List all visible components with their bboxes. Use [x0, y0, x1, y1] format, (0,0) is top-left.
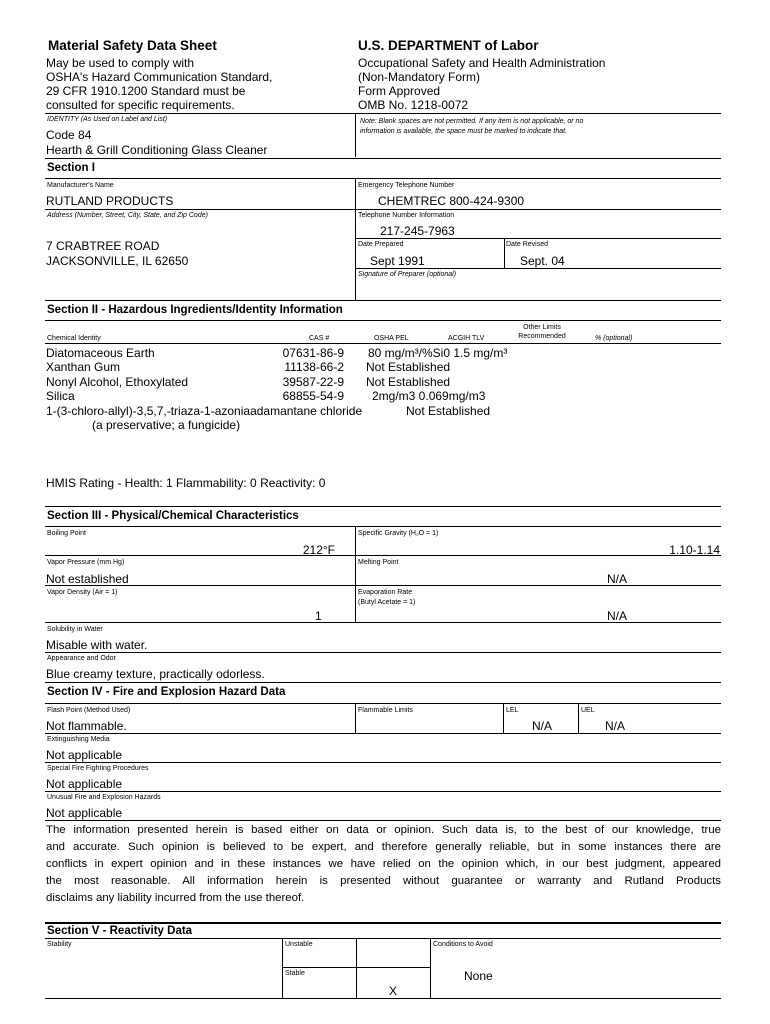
rule [45, 791, 721, 792]
ingredient-limits: Not Established [366, 375, 451, 389]
ingredient-cas: 07631-86-9 [282, 346, 344, 360]
rule [503, 703, 504, 733]
disclaimer-line: disclaims any liability incurred from the use thereof. [46, 892, 305, 904]
melting-point: N/A [606, 572, 627, 586]
rule [356, 938, 357, 998]
col-osha-pel: OSHA PEL [374, 335, 409, 342]
rule [282, 938, 283, 998]
rule [45, 652, 721, 653]
rule [45, 938, 721, 939]
product-name: Hearth & Grill Conditioning Glass Cleaner [46, 143, 268, 157]
rule [355, 178, 356, 300]
disclaimer-line: the most reasonable. All information herein is presented without guarantee or warranty and Rutland Products [46, 875, 721, 887]
evaporation-rate-sublabel: (Butyl Acetate = 1) [358, 599, 416, 606]
form-title: Material Safety Data Sheet [48, 38, 217, 53]
ingredient-limits: 80 mg/m³/%Si0 1.5 mg/m³ [368, 346, 508, 360]
rule [45, 998, 721, 999]
section-3-title: Section III - Physical/Chemical Characteristics [47, 510, 299, 522]
rule [504, 238, 505, 268]
col-acgih-tlv: ACGIH TLV [448, 335, 485, 342]
compliance-line-1: May be used to comply with [46, 56, 195, 70]
vapor-density: 1 [315, 609, 322, 623]
section-1-title: Section I [47, 162, 95, 174]
ingredient-name: Xanthan Gum [46, 360, 121, 374]
agency-line-4: OMB No. 1218-0072 [358, 98, 469, 112]
ingredient-limits: Not Established [406, 404, 491, 418]
rule [356, 268, 721, 269]
ingredient-name: Silica [46, 389, 75, 403]
compliance-line-3: 29 CFR 1910.1200 Standard must be [46, 84, 246, 98]
col-other-limits: Other Limits [523, 324, 561, 331]
rule [45, 733, 721, 734]
compliance-line-4: consulted for specific requirements. [46, 98, 235, 112]
vapor-pressure: Not established [46, 572, 129, 586]
stability-label: Stability [47, 941, 72, 948]
rule [45, 682, 721, 683]
melting-point-label: Melting Point [358, 559, 399, 566]
rule [45, 922, 721, 924]
date-prepared-label: Date Prepared [358, 241, 404, 248]
unusual-hazards-label: Unusual Fire and Explosion Hazards [47, 794, 161, 801]
boiling-point-label: Boiling Point [47, 530, 86, 537]
rule [45, 703, 721, 704]
signature-label: Signature of Preparer (optional) [358, 271, 457, 278]
rule [355, 526, 356, 623]
date-revised: Sept. 04 [520, 254, 565, 268]
vapor-density-label: Vapor Density (Air = 1) [47, 589, 118, 596]
phone-info-label: Telephone Number Information [358, 212, 455, 219]
agency-line-3: Form Approved [358, 84, 441, 98]
evaporation-rate: N/A [606, 609, 627, 623]
manufacturer-name: RUTLAND PRODUCTS [46, 194, 174, 208]
rule [45, 526, 721, 527]
conditions-label: Conditions to Avoid [433, 941, 493, 948]
ingredient-name: Nonyl Alcohol, Ethoxylated [46, 375, 189, 389]
special-procedures-label: Special Fire Fighting Procedures [47, 765, 149, 772]
solubility-label: Solubility in Water [47, 626, 103, 633]
address-line-1: 7 CRABTREE ROAD [46, 239, 160, 253]
extinguishing-media: Not applicable [46, 748, 123, 762]
disclaimer-line: conflicts in expert opinion and in these instances we have relied on the opinion which, in our best judgment, appeared [46, 858, 721, 870]
specific-gravity: 1.10-1.14 [669, 543, 720, 557]
compliance-line-2: OSHA's Hazard Communication Standard, [46, 70, 273, 84]
hmis-rating: HMIS Rating - Health: 1 Flammability: 0 Reactivity: 0 [46, 476, 326, 490]
extinguishing-media-label: Extinguishing Media [47, 736, 110, 743]
rule [356, 238, 721, 239]
rule [282, 967, 430, 968]
stable-label: Stable [285, 970, 305, 977]
rule [45, 343, 721, 344]
section-2-title: Section II - Hazardous Ingredients/Identity Information [47, 304, 343, 316]
flash-point-label: Flash Point (Method Used) [47, 707, 131, 714]
section-4-title: Section IV - Fire and Explosion Hazard Data [47, 686, 286, 698]
lel-label: LEL [506, 707, 519, 714]
product-code: Code 84 [46, 128, 92, 142]
note-line-1: Note: Blank spaces are not permitted. If any item is not applicable, or no [360, 118, 584, 125]
disclaimer-line: The information presented herein is based either on data or opinion. Such data is, to the best of our knowledge, true [46, 824, 721, 836]
appearance: Blue creamy texture, practically odorless. [46, 667, 265, 681]
rule [45, 585, 721, 586]
ingredient-cas: 11138-66-2 [284, 360, 344, 374]
flash-point: Not flammable. [46, 719, 127, 733]
rule [45, 158, 721, 159]
specific-gravity-label: Specific Gravity (H₂O = 1) [358, 530, 439, 537]
col-recommended: Recommended [518, 333, 566, 340]
rule [45, 320, 721, 321]
ingredient-limits: Not Established [366, 360, 451, 374]
emergency-phone: CHEMTREC 800-424-9300 [378, 194, 525, 208]
rule [45, 622, 721, 623]
emergency-phone-label: Emergency Telephone Number [358, 182, 455, 189]
address-label: Address (Number, Street, City, State, and Zip Code) [47, 212, 208, 219]
agency-title: U.S. DEPARTMENT of Labor [358, 38, 539, 53]
rule [45, 209, 721, 210]
uel-value: N/A [605, 719, 626, 733]
col-cas: CAS # [309, 335, 330, 342]
rule [45, 506, 721, 507]
ingredient-note: (a preservative; a fungicide) [92, 418, 241, 432]
boiling-point: 212°F [302, 543, 335, 557]
ingredient-cas: 39587-22-9 [282, 375, 344, 389]
stable-check-mark: X [389, 984, 398, 998]
identity-label: IDENTITY (As Used on Label and List) [47, 116, 168, 123]
appearance-label: Appearance and Odor [47, 655, 116, 662]
section-5-title: Section V - Reactivity Data [47, 925, 193, 937]
disclaimer [46, 822, 721, 907]
unusual-hazards: Not applicable [46, 806, 123, 820]
conditions-to-avoid: None [464, 969, 493, 983]
rule [355, 703, 356, 733]
rule [355, 113, 356, 157]
ingredient-limits: 2mg/m3 0.069mg/m3 [372, 389, 486, 403]
ingredient-name: Diatomaceous Earth [46, 346, 155, 360]
special-procedures: Not applicable [46, 777, 123, 791]
evaporation-rate-label: Evaporation Rate [358, 589, 413, 596]
rule [430, 938, 431, 998]
ingredient-cas: 68855-54-9 [282, 389, 344, 403]
rule [45, 555, 721, 556]
phone-number: 217-245-7963 [380, 224, 455, 238]
manufacturer-label: Manufacturer's Name [47, 182, 114, 189]
address-line-2: JACKSONVILLE, IL 62650 [46, 254, 189, 268]
agency-line-1: Occupational Safety and Health Administration [358, 56, 606, 70]
date-prepared: Sept 1991 [370, 254, 425, 268]
rule [578, 703, 579, 733]
uel-label: UEL [581, 707, 595, 714]
rule [45, 820, 721, 821]
col-percent: % (optional) [595, 335, 633, 342]
agency-line-2: (Non-Mandatory Form) [358, 70, 481, 84]
lel-value: N/A [532, 719, 553, 733]
note-line-2: information is available, the space must be marked to indicate that. [360, 128, 567, 135]
rule [45, 113, 721, 114]
ingredient-name: 1-(3-chloro-allyl)-3,5,7,-triaza-1-azoniaadamantane chloride [46, 404, 363, 418]
unstable-label: Unstable [285, 941, 313, 948]
col-chemical-identity: Chemical Identity [47, 335, 101, 342]
rule [45, 178, 721, 179]
vapor-pressure-label: Vapor Pressure (mm Hg) [47, 559, 125, 566]
rule [45, 762, 721, 763]
solubility: Misable with water. [46, 638, 148, 652]
rule [45, 300, 721, 301]
date-revised-label: Date Revised [506, 241, 549, 248]
disclaimer-line: and accurate. Such opinion is believed to be expert, and therefore generally reliable, but in some instances there are [46, 841, 721, 853]
flammable-limits-label: Flammable Limits [358, 707, 413, 714]
